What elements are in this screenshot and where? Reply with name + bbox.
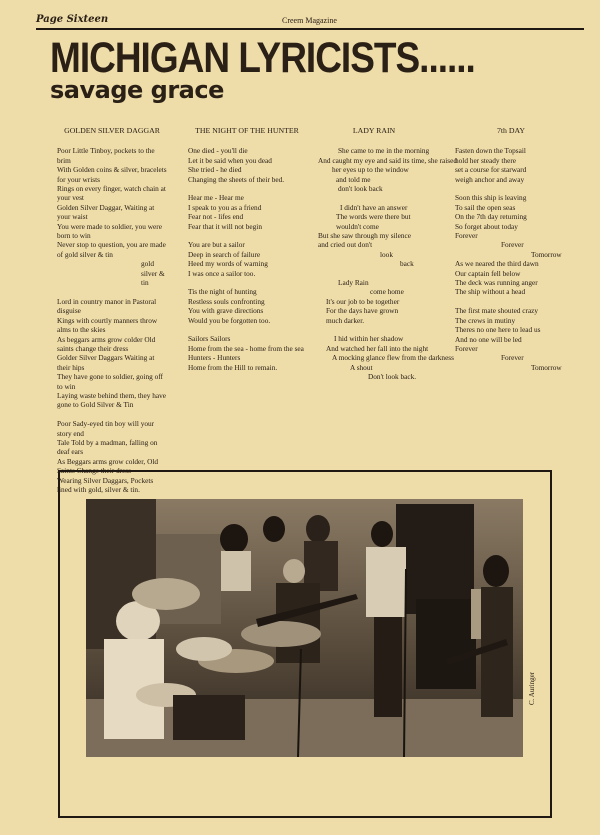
lyric-line: It's our job to be together [326,296,400,306]
lyrics-column-3 [318,126,458,382]
song-title: THE NIGHT OF THE HUNTER [195,126,299,135]
lyric-line: For the days have grown [326,306,399,316]
lyric-line: and told me [336,174,371,184]
lyric-line: Sailors Sailors [188,334,231,344]
lyric-line: You were made to soldier, you were born to win [57,221,162,241]
lyric-line: Forever [501,353,524,363]
lyric-line: A mocking glance flew from the darkness [332,353,454,363]
lyric-line: And watched her fall into the night [326,343,429,353]
lyric-line: Heed my words of warning [188,259,268,269]
lyric-line: much darker. [326,315,365,325]
lyric-line: To sail the open seas [455,202,516,212]
lyric-line: As Beggars arms grow colder, Old Saints Change their dress [57,456,159,476]
lyric-line: You with grave directions [188,306,264,316]
magazine-name: Creem Magazine [282,16,337,25]
stanza-break [188,231,306,240]
photo-credit: C. Auringer [528,671,536,705]
lyric-line: They have gone to soldier, going off to win [57,372,163,391]
lyric-line: Don't look back. [368,372,417,382]
lyric-line: Fear not - lifes end [188,212,244,222]
lyric-line: and cried out don't [318,240,373,250]
lyric-line: On the 7th day returning [455,212,527,222]
lyric-line: Hear me - Hear me [188,193,244,203]
lyric-line: Lord in country manor in Pastoral disguise [57,296,157,316]
lyric-line: I hid within her shadow [334,334,404,344]
lyric-line: gold silver & tin [141,259,165,288]
lyrics-column-4 [455,126,567,372]
song-title: GOLDEN SILVER DAGGAR [64,126,160,135]
lyric-line: Changing the sheets of their bed. [188,174,285,184]
lyric-line: One died - you'll die [188,146,248,156]
lyric-line: Our captain fell below [455,268,521,278]
lyric-line: You are but a sailor [188,240,245,250]
lyric-line: weigh anchor and away [455,174,525,184]
stanza-break [455,184,567,193]
lyric-line: The ship without a head [455,287,526,297]
lyric-line: look [380,249,393,259]
band-photo [86,499,523,757]
stanza-break [57,288,167,297]
lyric-line: Let it be said when you dead [188,155,272,165]
lyric-line: Forever [501,240,524,250]
stanza-break [188,325,306,334]
lyric-line: I didn't have an answer [340,202,408,212]
lyric-line: As we neared the third dawn [455,259,539,269]
lyric-line: And no one will be led [455,334,522,344]
stanza-break [57,410,167,419]
lyric-line: Tomorrow [531,249,562,259]
lyric-line: Rings on every finger, watch chain at your vest [57,184,166,203]
lyric-line: Theres no one here to lead us [455,325,541,335]
lyric-line: her eyes up to the window [332,165,409,175]
lyric-line: She tried - he died [188,165,242,175]
lyric-line: come home [370,287,404,297]
lyrics-column-2 [188,126,306,372]
lyric-line: The crews in mutiny [455,315,516,325]
lyric-line: I was once a sailor too. [188,268,256,278]
band-name: savage grace [50,76,224,104]
lyric-line: But she saw through my silence [318,231,412,241]
lyric-line: She came to me in the morning [338,146,430,156]
lyric-line: The first mate shouted crazy [455,306,539,316]
lyric-line: Kings with courtly manners throw alms to the skies [57,315,158,335]
band-photo-image [86,499,523,757]
stanza-break [188,278,306,287]
song-title: 7th DAY [496,126,526,135]
lyric-line: Fasten down the Topsail [455,146,526,156]
lyric-line: wouldn't come [336,221,379,231]
lyric-line: Golder Silver Daggars Waiting at their hips [57,353,155,372]
lyric-line: Lady Rain [338,278,369,288]
lyric-line: So forget about today [455,221,518,231]
lyric-line: Would you be forgotten too. [188,315,271,325]
lyric-line: Wearing Silver Daggars, Pockets lined with gold, silver & tin. [57,475,154,494]
lyrics-column-1 [57,126,167,494]
lyric-line: Home from the Hill to remain. [188,362,278,372]
lyric-line: As beggars arms grow colder Old saints change their dress [57,334,156,353]
lyric-line: Soon this ship is leaving [455,193,527,203]
lyric-line: set a course for starward [455,165,527,175]
lyric-line: hold her steady there [455,155,516,165]
lyric-line: Never stop to question, you are made of gold silver & tin [57,240,166,259]
stanza-break [455,297,567,306]
stanza-break [318,269,430,278]
lyric-line: Fear that it will not begin [188,221,262,231]
lyric-line: Tis the night of hunting [188,287,257,297]
lyric-line: Poor Little Tinboy, pockets to the brim [57,146,155,165]
lyric-line: Tale Told by a madman, falling on deaf ears [57,437,158,457]
lyric-line: Golden Silver Daggar, Waiting at your waist [57,202,155,222]
page-number: Page Sixteen [36,14,109,25]
lyric-line: Deep in search of failure [188,249,261,259]
lyric-line: Home from the sea - home from the sea [188,343,304,353]
lyric-line: The words were there but [336,212,411,222]
stanza-break [318,193,430,202]
lyric-line: A shout [350,362,373,372]
lyric-line: Tomorrow [531,362,562,372]
song-title: LADY RAIN [352,126,396,135]
lyric-line: Poor Sady-eyed tin boy will your story end [57,419,155,438]
lyric-line: With Golden coins & silver, bracelets for your wrists [57,165,167,184]
stanza-break [188,184,306,193]
header-rule [36,28,584,30]
lyric-line: And caught my eye and said its time, she raised [318,155,458,165]
lyric-line: Forever [455,343,478,353]
lyric-line: Laying waste behind them, they have gone to Gold Silver & Tin [57,390,167,410]
lyric-line: I speak to you as a friend [188,202,262,212]
lyric-line: don't look back [338,184,383,194]
lyric-line: back [400,259,414,269]
lyric-line: Forever [455,231,478,241]
page-title: MICHIGAN LYRICISTS...... [50,34,475,82]
lyric-line: Hunters - Hunters [188,353,241,363]
lyric-line: The deck was running anger [455,278,538,288]
lyric-line: Restless souls confronting [188,296,265,306]
stanza-break [318,325,430,334]
